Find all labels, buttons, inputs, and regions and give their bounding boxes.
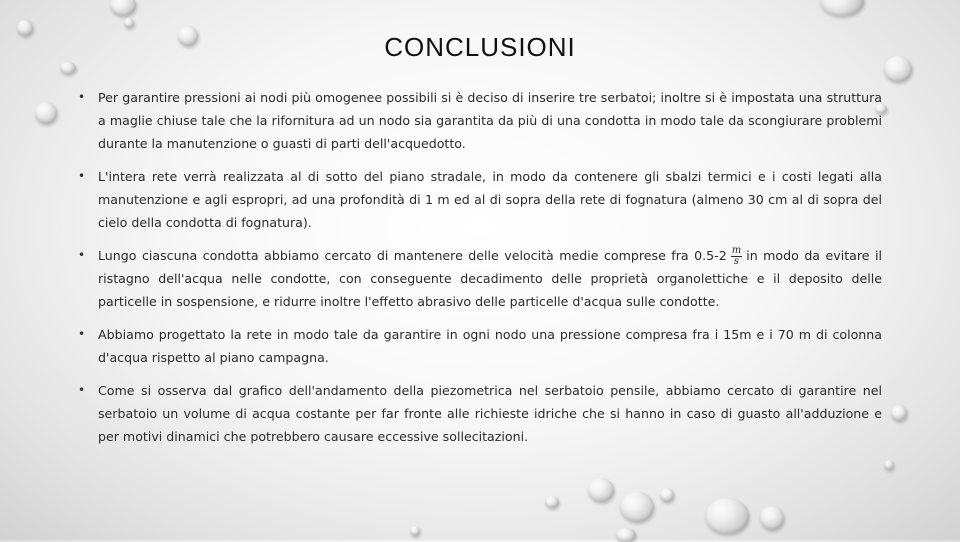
fraction-numerator: m: [731, 245, 742, 256]
bullet-dot-icon: •: [78, 248, 86, 262]
bullet-text: Lungo ciascuna condotta abbiamo cercato di mantenere delle velocità medie comprese fra 0.5-2: [98, 248, 727, 263]
water-drop-decoration: [620, 492, 654, 522]
water-drop-decoration: [660, 488, 674, 502]
water-drop-decoration: [760, 506, 784, 530]
bullet-dot-icon: •: [78, 90, 86, 104]
water-drop-decoration: [820, 0, 864, 16]
water-drop-decoration: [410, 526, 420, 536]
bullet-dot-icon: •: [78, 327, 86, 341]
water-drop-decoration: [705, 498, 749, 534]
water-drop-decoration: [124, 18, 134, 28]
bullet-text: Abbiamo progettato la rete in modo tale da garantire in ogni nodo una pressione compresa fra i 15m e i 70 m di colonna d'acqua rispetto al piano campagna.: [98, 327, 882, 365]
bullet-item: [76, 379, 882, 448]
bullet-text: Come si osserva dal grafico dell'andamento della piezometrica nel serbatoio pensile, abbiamo cercato di garantire nel serbatoio un volume di acqua costante per far fronte alle richieste idriche che si hanno in caso di guasto all'adduzione e per motivi dinamici che potrebbero causare eccessive sollecitazioni.: [98, 383, 882, 444]
velocity-unit-fraction: [731, 246, 742, 267]
water-drop-decoration: [891, 405, 907, 421]
slide-title: CONCLUSIONI: [384, 32, 576, 62]
bullet-text: Per garantire pressioni ai nodi più omogenee possibili si è deciso di inserire tre serbatoi; inoltre si è impostata una struttura a maglie chiuse tale che la rifornitura ad un nodo sia garantita da più di una condotta in modo tale da scongiurare problemi durante la manutenzione o guasti di parti dell'acquedotto.: [98, 90, 882, 151]
water-drop-decoration: [588, 478, 614, 502]
bullet-item: [76, 86, 882, 155]
bullet-text: in modo da evitare il ristagno dell'acqua nelle condotte, con conseguente decadimento delle proprietà organolettiche e il deposito delle particelle in sospensione, e ridurre inoltre l'effetto abrasivo delle particelle d'acqua sulle condotte.: [98, 248, 882, 309]
bullet-item: [76, 323, 882, 369]
water-drop-decoration: [545, 496, 559, 508]
bullet-text: L'intera rete verrà realizzata al di sotto del piano stradale, in modo da contenere gli sbalzi termici e i costi legati alla manutenzione e agli espropri, ad una profondità di 1 m ed al di sopra della rete di fognatura (almeno 30 cm al di sopra del cielo della condotta di fognatura).: [98, 169, 882, 230]
fraction-denominator: s: [733, 256, 740, 267]
bullet-item: [76, 165, 882, 234]
bullet-dot-icon: •: [78, 383, 86, 397]
water-drop-decoration: [60, 62, 76, 74]
water-drop-decoration: [35, 102, 57, 124]
bullet-item: [76, 244, 882, 313]
water-drop-decoration: [884, 460, 894, 470]
bullet-list: [76, 86, 882, 458]
water-drop-decoration: [110, 0, 136, 16]
bullet-dot-icon: •: [78, 169, 86, 183]
